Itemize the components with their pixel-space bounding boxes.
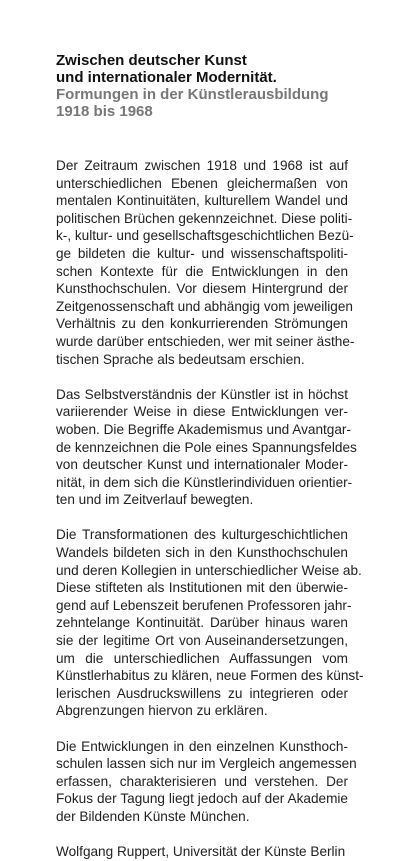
paragraph-line: woben. Die Begriffe Akademismus und Avantgar- <box>56 421 351 437</box>
paragraph-line: wurde darüber entschieden, wer mit seiner ästhe- <box>56 333 355 349</box>
title-line: und internationaler Modernität. <box>56 69 277 86</box>
paragraph-line: lerischen Ausdruckswillens zu integrieren oder <box>56 685 348 701</box>
paragraph-line: Zeitgenossenschaft und abhängig vom jeweiligen <box>56 298 353 314</box>
paragraph-line: Verhältnis zu den konkurrierenden Strömungen <box>56 316 348 332</box>
paragraph-line: de kennzeichnen die Pole eines Spannungsfeldes <box>56 439 357 455</box>
paragraph <box>56 738 357 826</box>
paragraph-line: von deutscher Kunst und internationaler Moder- <box>56 457 348 473</box>
paragraph-line: k-, kultur- und gesellschaftsgeschichtlichen Bezü- <box>56 228 354 244</box>
subtitle-line: Formungen in der Künstlerausbildung <box>56 86 329 103</box>
paragraph <box>56 157 355 368</box>
paragraph-line: zehntelange Kontinuität. Darüber hinaus waren <box>56 615 348 631</box>
paragraph-line: mentalen Kontinuitäten, kulturellem Wandel und <box>56 193 348 209</box>
paragraph-line: tischen Sprache als bedeutsam erschien. <box>56 351 305 367</box>
paragraph-line: Künstlerhabitus zu klären, neue Formen des künst- <box>56 668 364 684</box>
paragraph-line: Das Selbstverständnis der Künstler ist in höchst <box>56 386 348 402</box>
paragraph-line: schen Kontexte für die Entwicklungen in den <box>56 263 348 279</box>
paragraph-line: ten und im Zeitverlauf bewegten. <box>56 492 254 508</box>
paragraph-line: variierender Weise in diese Entwicklungen ver- <box>56 404 348 420</box>
paragraph-line: um die unterschiedlichen Auffassungen vom <box>56 650 348 666</box>
paragraph-line: Die Entwicklungen in den einzelnen Kunsthoch- <box>56 738 348 754</box>
paragraph-line: Wandels bildeten sich in den Kunsthochschulen <box>56 545 348 561</box>
paragraph-line: unterschiedlichen Ebenen gleichermaßen von <box>56 175 348 191</box>
paragraph-line: Fokus der Tagung liegt jedoch auf der Akademie <box>56 791 348 807</box>
title-line: Zwischen deutscher Kunst <box>56 52 247 69</box>
paragraph-line: politischen Brüchen gekennzeichnet. Diese politi- <box>56 210 353 226</box>
paragraph <box>56 526 364 720</box>
paragraph-line: erfassen, charakterisieren und verstehen. Der <box>56 773 348 789</box>
author-signature: Wolfgang Ruppert, Universität der Künste Berlin <box>56 844 346 860</box>
paragraph-line: schulen lassen sich nur im Vergleich angemessen <box>56 756 357 772</box>
paragraph-line: Kunsthochschulen. Vor diesem Hintergrund der <box>56 281 348 297</box>
paragraph-line: sie der legitime Ort von Auseinandersetzungen, <box>56 633 348 649</box>
paragraph-line: Der Zeitraum zwischen 1918 und 1968 ist auf <box>56 158 348 173</box>
title-block <box>56 52 356 120</box>
paragraph-line: Abgrenzungen hiervon zu erklären. <box>56 703 268 719</box>
document-subtitle <box>56 86 356 120</box>
paragraph-line: ge bildeten die kultur- und wissenschaftspoliti- <box>56 245 348 261</box>
paragraph-line: gend auf Lebenszeit berufenen Professoren jahr- <box>56 597 352 613</box>
body-text <box>56 157 364 861</box>
paragraph-line: Diese stifteten als Institutionen mit den überwie- <box>56 580 348 596</box>
paragraph-line: nität, in dem sich die Künstlerindividuen orientier- <box>56 474 353 490</box>
document-title <box>56 52 356 86</box>
paragraph <box>56 386 357 509</box>
subtitle-line: 1918 bis 1968 <box>56 103 153 120</box>
paragraph-line: und deren Kollegien in unterschiedlicher Weise ab. <box>56 562 362 578</box>
paragraph-line: Die Transformationen des kulturgeschichtlichen <box>56 527 348 543</box>
paragraph-line: der Bildenden Künste München. <box>56 808 250 824</box>
